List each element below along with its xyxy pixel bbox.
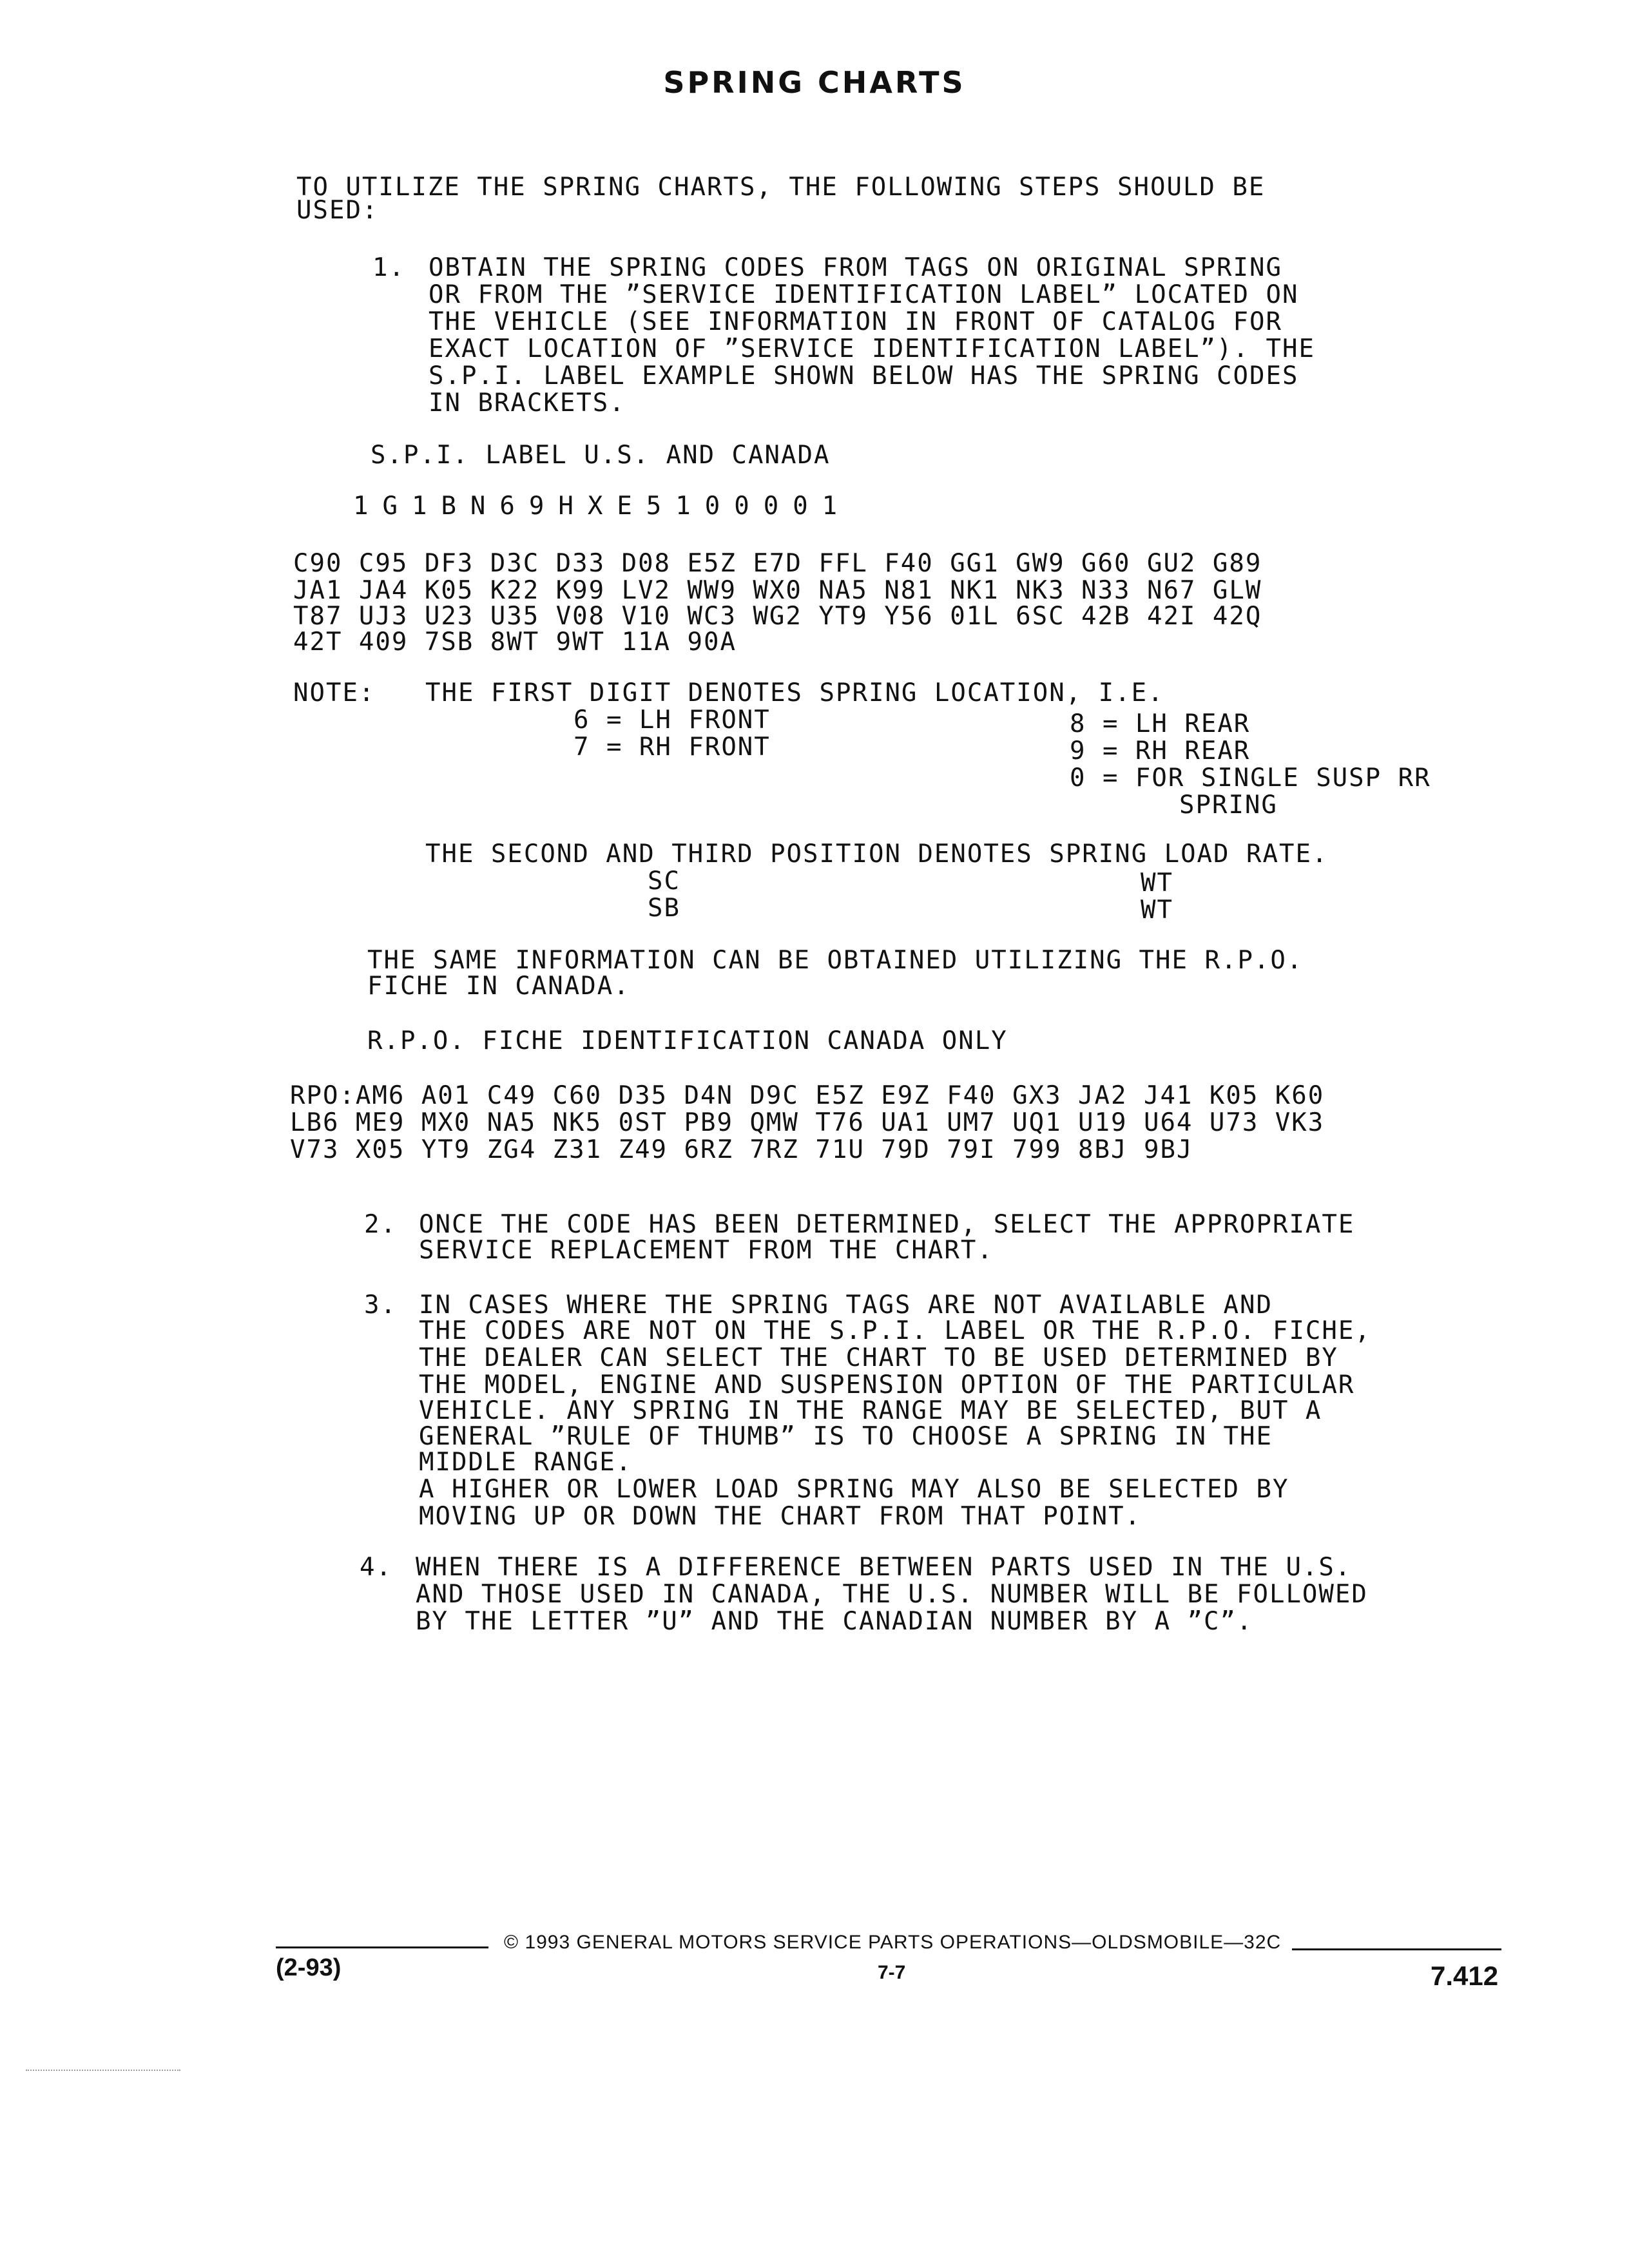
footer-date: (2-93) — [276, 1954, 342, 1981]
step-1-line: THE VEHICLE (SEE INFORMATION IN FRONT OF CATALOG FOR — [429, 307, 1282, 336]
intro-line: USED: — [296, 196, 379, 225]
step-number: 1. — [372, 253, 405, 282]
step-3-line: THE CODES ARE NOT ON THE S.P.I. LABEL OR THE R.P.O. FICHE, — [419, 1316, 1371, 1345]
spi-code-row: C90 C95 DF3 D3C D33 D08 E5Z E7D FFL F40 GG1 GW9 G60 GU2 G89 — [293, 549, 1262, 578]
step-3-line: MOVING UP OR DOWN THE CHART FROM THAT POINT. — [419, 1502, 1142, 1531]
front-code-line: 7 = RH FRONT — [574, 733, 771, 762]
step-number: 3. — [364, 1291, 397, 1320]
intro-line: TO UTILIZE THE SPRING CHARTS, THE FOLLOWING STEPS SHOULD BE — [296, 173, 1266, 202]
step-3-line: IN CASES WHERE THE SPRING TAGS ARE NOT AVAILABLE AND — [419, 1291, 1273, 1320]
rpo-code-row: RPO:AM6 A01 C49 C60 D35 D4N D9C E5Z E9Z F40 GX3 JA2 J41 K05 K60 — [290, 1081, 1325, 1110]
step-3-line: GENERAL ”RULE OF THUMB” IS TO CHOOSE A SPRING IN THE — [419, 1422, 1273, 1451]
step-number: 2. — [364, 1210, 397, 1239]
step-2-line: ONCE THE CODE HAS BEEN DETERMINED, SELECT THE APPROPRIATE — [419, 1210, 1355, 1239]
rear-code-line: 0 = FOR SINGLE SUSP RR — [1070, 764, 1431, 793]
step-4-line: BY THE LETTER ”U” AND THE CANADIAN NUMBER BY A ”C”. — [416, 1607, 1253, 1636]
vin-number: 1G1BN69HXE5100001 — [353, 492, 852, 521]
step-3-line: MIDDLE RANGE. — [419, 1448, 633, 1477]
step-3-line: VEHICLE. ANY SPRING IN THE RANGE MAY BE SELECTED, BUT A — [419, 1396, 1322, 1425]
rear-code-line: 8 = LH REAR — [1070, 709, 1251, 738]
rpo-code-row: V73 X05 YT9 ZG4 Z31 Z49 6RZ 7RZ 71U 79D 79I 799 8BJ 9BJ — [290, 1135, 1193, 1164]
step-1-line: S.P.I. LABEL EXAMPLE SHOWN BELOW HAS THE SPRING CODES — [429, 361, 1299, 390]
rpo-code-row: LB6 ME9 MX0 NA5 NK5 0ST PB9 QMW T76 UA1 UM7 UQ1 U19 U64 U73 VK3 — [290, 1108, 1325, 1137]
step-3-line: A HIGHER OR LOWER LOAD SPRING MAY ALSO BE SELECTED BY — [419, 1475, 1289, 1504]
spi-code-row: T87 UJ3 U23 U35 V08 V10 WC3 WG2 YT9 Y56 01L 6SC 42B 42I 42Q — [293, 602, 1262, 631]
load-rate-code: WT — [1141, 896, 1173, 925]
front-code-line: 6 = LH FRONT — [574, 706, 771, 735]
spi-heading: S.P.I. LABEL U.S. AND CANADA — [371, 441, 831, 470]
scan-artifact — [26, 2070, 180, 2071]
step-1-line: IN BRACKETS. — [429, 389, 626, 418]
note-label: NOTE: — [293, 678, 376, 707]
same-info-line: THE SAME INFORMATION CAN BE OBTAINED UTILIZING THE R.P.O. — [367, 946, 1304, 975]
note-text: THE FIRST DIGIT DENOTES SPRING LOCATION, I.E. — [425, 678, 1164, 707]
footer-page-number: 7-7 — [878, 1962, 906, 1983]
same-info-line: FICHE IN CANADA. — [367, 972, 630, 1001]
footer-section-number: 7.412 — [1431, 1961, 1499, 1991]
step-3-line: THE DEALER CAN SELECT THE CHART TO BE USED DETERMINED BY — [419, 1343, 1338, 1372]
load-rate-code: SC — [648, 867, 680, 896]
rear-code-line: 9 = RH REAR — [1070, 736, 1251, 765]
load-rate-note: THE SECOND AND THIRD POSITION DENOTES SPRING LOAD RATE. — [425, 840, 1329, 869]
step-number: 4. — [360, 1553, 392, 1582]
footer-rule-left — [276, 1946, 488, 1948]
footer-copyright: © 1993 GENERAL MOTORS SERVICE PARTS OPERATIONS—OLDSMOBILE—32C — [504, 1932, 1282, 1953]
rpo-heading: R.P.O. FICHE IDENTIFICATION CANADA ONLY — [367, 1026, 1008, 1055]
page-title: SPRING CHARTS — [663, 64, 966, 100]
step-4-line: WHEN THERE IS A DIFFERENCE BETWEEN PARTS USED IN THE U.S. — [416, 1553, 1352, 1582]
step-1-line: EXACT LOCATION OF ”SERVICE IDENTIFICATION LABEL”). THE — [429, 334, 1315, 363]
step-1-line: OBTAIN THE SPRING CODES FROM TAGS ON ORIGINAL SPRING — [429, 253, 1282, 282]
load-rate-code: WT — [1141, 869, 1173, 898]
step-1-line: OR FROM THE ”SERVICE IDENTIFICATION LABEL” LOCATED ON — [429, 280, 1299, 309]
step-4-line: AND THOSE USED IN CANADA, THE U.S. NUMBER WILL BE FOLLOWED — [416, 1580, 1368, 1609]
footer-rule-right — [1292, 1948, 1501, 1950]
rear-code-line: SPRING — [1179, 791, 1278, 820]
load-rate-code: SB — [648, 894, 680, 923]
spi-code-row: 42T 409 7SB 8WT 9WT 11A 90A — [293, 628, 737, 657]
spi-code-row: JA1 JA4 K05 K22 K99 LV2 WW9 WX0 NA5 N81 NK1 NK3 N33 N67 GLW — [293, 576, 1262, 605]
step-3-line: THE MODEL, ENGINE AND SUSPENSION OPTION OF THE PARTICULAR — [419, 1370, 1355, 1399]
step-2-line: SERVICE REPLACEMENT FROM THE CHART. — [419, 1236, 994, 1265]
